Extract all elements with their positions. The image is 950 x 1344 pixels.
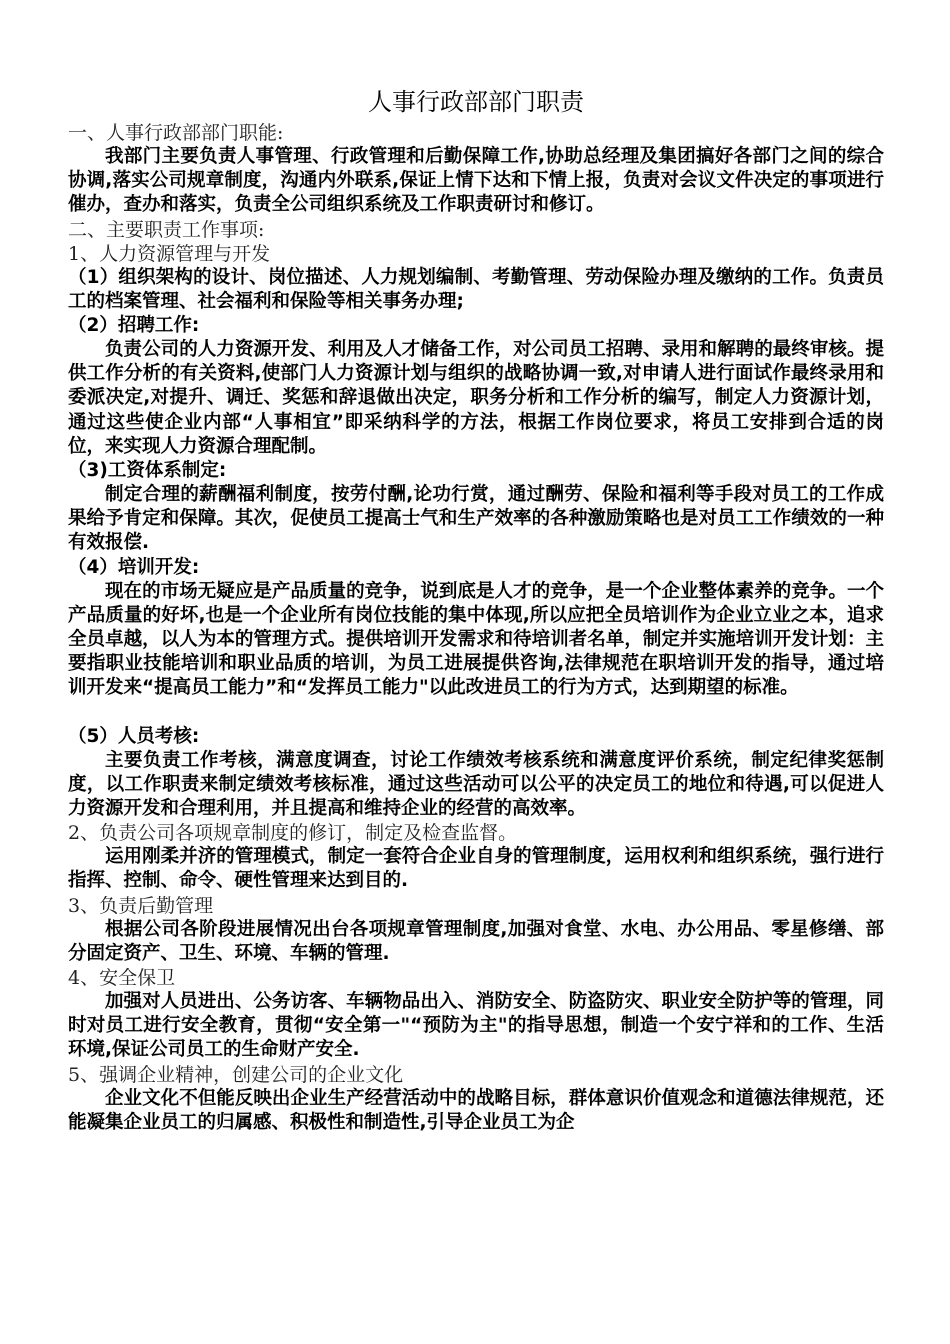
sub-5-heading: （5）人员考核: [68, 725, 200, 747]
item-3-body: 根据公司各阶段进展情况出台各项规章管理制度,加强对食堂、水电、办公用品、零星修缮、部分固定资产、卫生、环境、车辆的管理. [68, 918, 884, 964]
item-2-heading: 2、负责公司各项规章制度的修订，制定及检查监督。 [68, 822, 518, 845]
sub-4-heading: （4）培训开发: [68, 556, 200, 578]
section-1-body: 我部门主要负责人事管理、行政管理和后勤保障工作,协助总经理及集团搞好各部门之间的综合协调,落实公司规章制度，沟通内外联系,保证上情下达和下情上报，负责对会议文件决定的事项进行催办，查办和落实，负责全公司组织系统及工作职责研讨和修订。 [68, 146, 884, 216]
item-3-heading: 3、负责后勤管理 [68, 894, 214, 917]
item-1-heading: 1、人力资源管理与开发 [68, 242, 271, 265]
sub-3-heading: （3)工资体系制定: [68, 460, 227, 482]
sub-2-body: 负责公司的人力资源开发、利用及人才储备工作，对公司员工招聘、录用和解聘的最终审核。提供工作分析的有关资料,使部门人力资源计划与组织的战略协调一致,对申请人进行面试作最终录用和委派决定,对提升、调迁、奖惩和辞退做出决定，职务分析和工作分析的编写，制定人力资源计划，通过这些使企业内部“人事相宜”即采纳科学的方法，根据工作岗位要求，将员工安排到合适的岗位，来实现人力资源合理配制。 [68, 339, 884, 457]
blank-line [68, 701, 884, 725]
sub-5-body: 主要负责工作考核，满意度调查，讨论工作绩效考核系统和满意度评价系统，制定纪律奖惩制度，以工作职责来制定绩效考核标准，通过这些活动可以公平的决定员工的地位和待遇,可以促进人力资源开发和合理利用，并且提高和维持企业的经营的高效率。 [68, 749, 884, 820]
sub-3-body: 制定合理的薪酬福利制度，按劳付酬,论功行赏，通过酬劳、保险和福利等手段对员工的工作成果给予肯定和保障。其次，促使员工提高士气和生产效率的各种激励策略也是对员工工作绩效的一种有效报偿. [68, 484, 884, 554]
section-2-heading: 二、主要职责工作事项: [68, 218, 265, 241]
sub-2-heading: （2）招聘工作: [68, 315, 200, 337]
section-1-heading: 一、人事行政部部门职能: [68, 122, 284, 144]
document-page [68, 83, 884, 1135]
sub-4-body: 现在的市场无疑应是产品质量的竞争，说到底是人才的竞争，是一个企业整体素养的竞争。一个产品质量的好坏,也是一个企业所有岗位技能的集中体现,所以应把全员培训作为企业立业之本，追求全员卓越，以人为本的管理方式。提供培训开发需求和待培训者名单，制定并实施培训开发计划：主要指职业技能培训和职业品质的培训，为员工进展提供咨询,法律规范在职培训开发的指导，通过培训开发来“提高员工能力”和“发挥员工能力"以此改进员工的行为方式，达到期望的标准。 [68, 580, 884, 699]
item-2-body: 运用刚柔并济的管理模式，制定一套符合企业自身的管理制度，运用权利和组织系统，强行进行指挥、控制、命令、硬性管理来达到目的. [68, 846, 884, 892]
item-4-body: 加强对人员进出、公务访客、车辆物品出入、消防安全、防盗防灾、职业安全防护等的管理，同时对员工进行安全教育，贯彻“安全第一"“预防为主"的指导思想，制造一个安宁祥和的工作、生活环境,保证公司员工的生命财产安全. [68, 991, 884, 1061]
item-5-heading: 5、强调企业精神，创建公司的企业文化 [68, 1063, 404, 1086]
sub-1-text: （1）组织架构的设计、岗位描述、人力规划编制、考勤管理、劳动保险办理及缴纳的工作。负责员工的档案管理、社会福利和保险等相关事务办理; [68, 266, 884, 312]
document-title: 人事行政部部门职责 [368, 88, 584, 116]
item-4-heading: 4、安全保卫 [68, 967, 176, 990]
item-5-body: 企业文化不但能反映出企业生产经营活动中的战略目标，群体意识价值观念和道德法律规范，还能凝集企业员工的归属感、积极性和制造性,引导企业员工为企 [68, 1087, 884, 1133]
